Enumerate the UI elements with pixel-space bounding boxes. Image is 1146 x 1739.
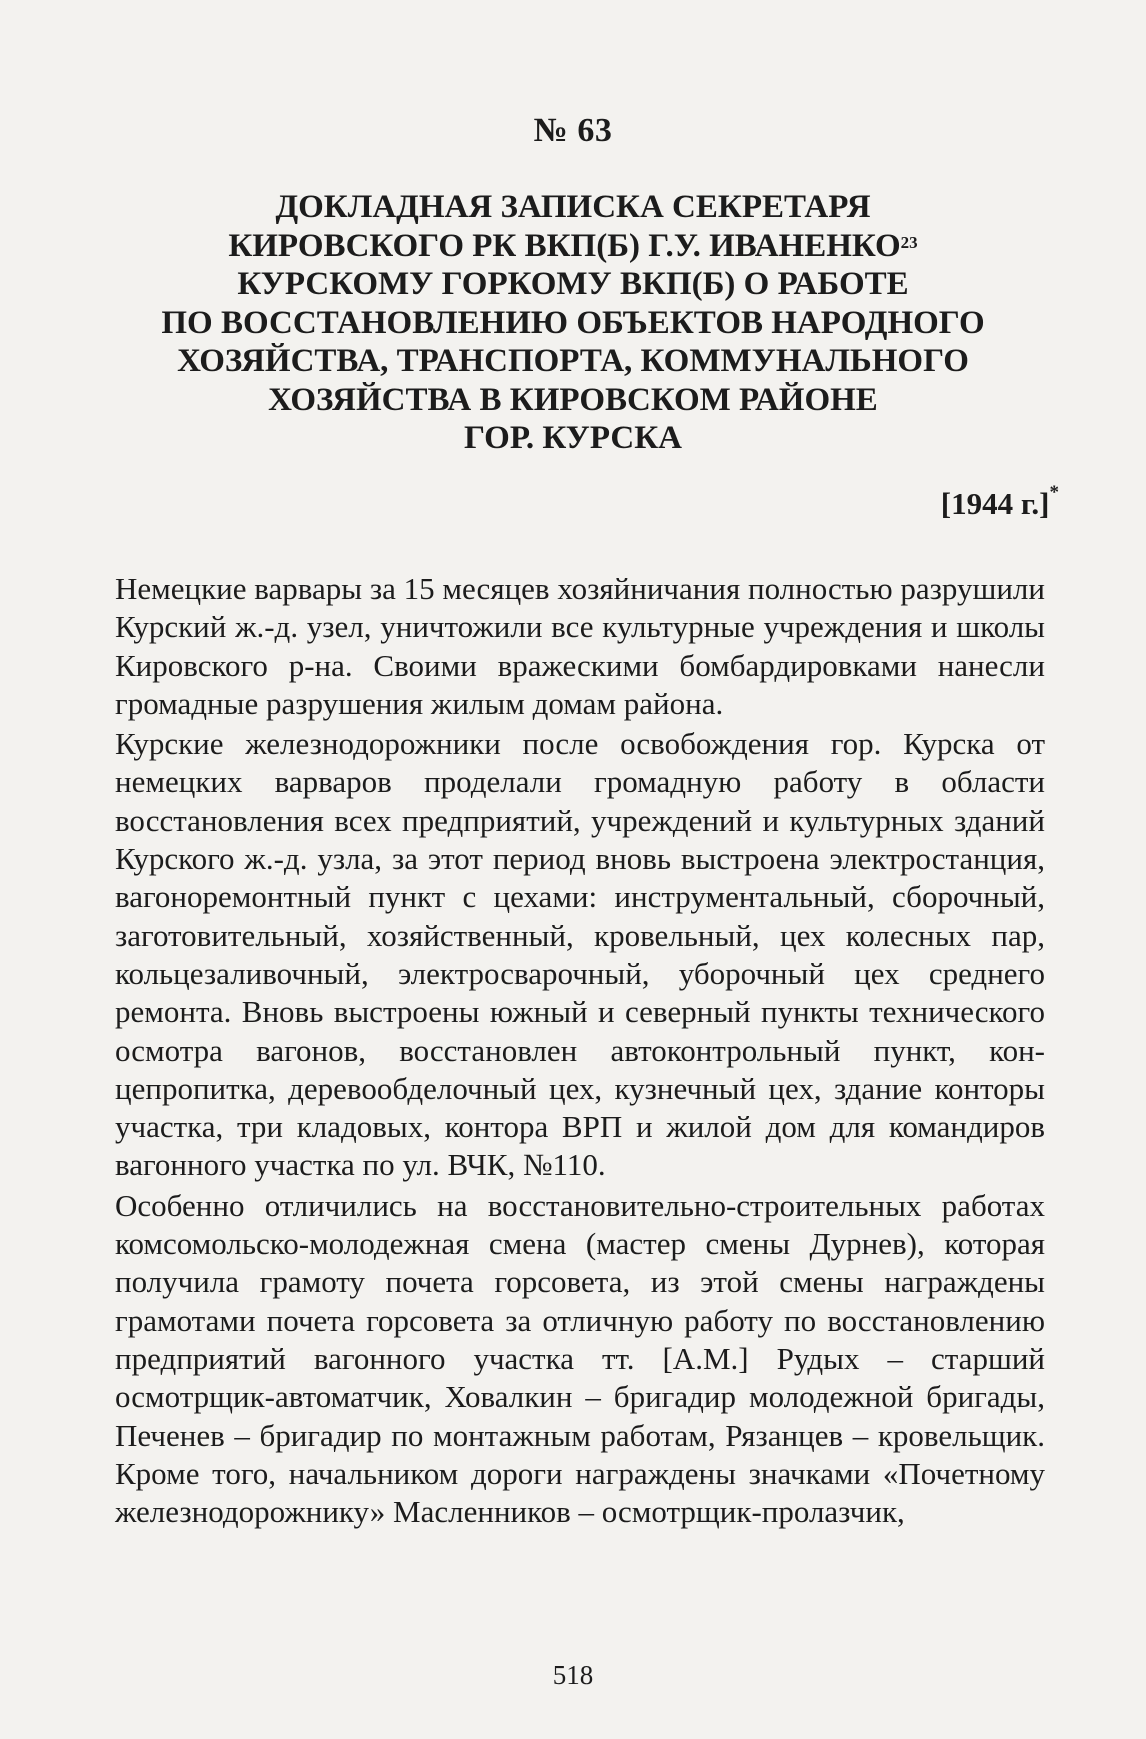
document-title	[100, 188, 1046, 458]
title-line-1: ДОКЛАДНАЯ ЗАПИСКА СЕКРЕТАРЯ	[275, 189, 871, 225]
body-paragraph-3: Особенно отличились на восстановительно-строительных работах комсомольско-молодежная смена (мастер смены Дурнев), которая получила грамоту почета горсовета, из этой смены награждены грамотами почета горсовета за отличную работу по восстановлению предприятий вагонного участка тт. [А.М.] Рудых – старший осмотрщик-автоматчик, Ховалкин – бригадир молодежной бригады, Печенев – бригадир по монтажным работам, Рязанцев – кровельщик. Кроме того, начальником дороги награждены значками «Почетному железнодорожнику» Масленников – осмотрщик-пролазчик,	[115, 1187, 1045, 1530]
document-body	[115, 570, 1045, 1533]
document-number: № 63	[533, 112, 613, 149]
date-footnote-marker: *	[1049, 482, 1059, 503]
title-line-2	[100, 227, 1046, 266]
title-line-7: ГОР. КУРСКА	[463, 420, 682, 456]
body-paragraph-1: Немецкие варвары за 15 месяцев хозяйничания полностью разрушили Курский ж.-д. узел, уничтожили все культурные учреждения и школы Кировского р-на. Своими вражескими бомбардировками нанесли громадные разрушения жилым домам района.	[115, 571, 1045, 721]
document-date-text: [1944 г.]	[940, 486, 1050, 521]
title-line-3: КУРСКОМУ ГОРКОМУ ВКП(Б) О РАБОТЕ	[237, 266, 909, 302]
title-line-4: ПО ВОССТАНОВЛЕНИЮ ОБЪЕКТОВ НАРОДНОГО	[161, 304, 985, 341]
title-line-6: ХОЗЯЙСТВА В КИРОВСКОМ РАЙОНЕ	[268, 381, 878, 418]
title-line-2-text: КИРОВСКОГО РК ВКП(Б) Г.У. ИВАНЕНКО	[228, 227, 901, 264]
body-paragraph-2: Курские железнодорожники после освобождения гор. Курска от немецких варваров проделали громадную работу в области восстановления всех предприятий, учреждений и культурных зданий Курского ж.-д. узла, за этот период вновь выстроена электростанция, вагоноремонтный пункт с цехами: инструментальный, сборочный, заготовительный, хозяйственный, кровельный, цех колесных пар, кольцезаливочный, электросварочный, уборочный цех среднего ремонта. Вновь выстроены южный и северный пункты технического осмотра вагонов, восстановлен автоконтрольный пункт, концепропитка, деревообделочный цех, кузнечный цех, здание конторы участка, три кладовых, контора ВРП и жилой дом для командиров вагонного участка по ул. ВЧК, №110.	[115, 726, 1045, 1183]
title-line-5: ХОЗЯЙСТВА, ТРАНСПОРТА, КОММУНАЛЬНОГО	[177, 343, 969, 379]
document-date	[940, 482, 1059, 522]
title-footnote-marker: 23	[900, 232, 918, 252]
page-number: 518	[552, 1660, 594, 1690]
